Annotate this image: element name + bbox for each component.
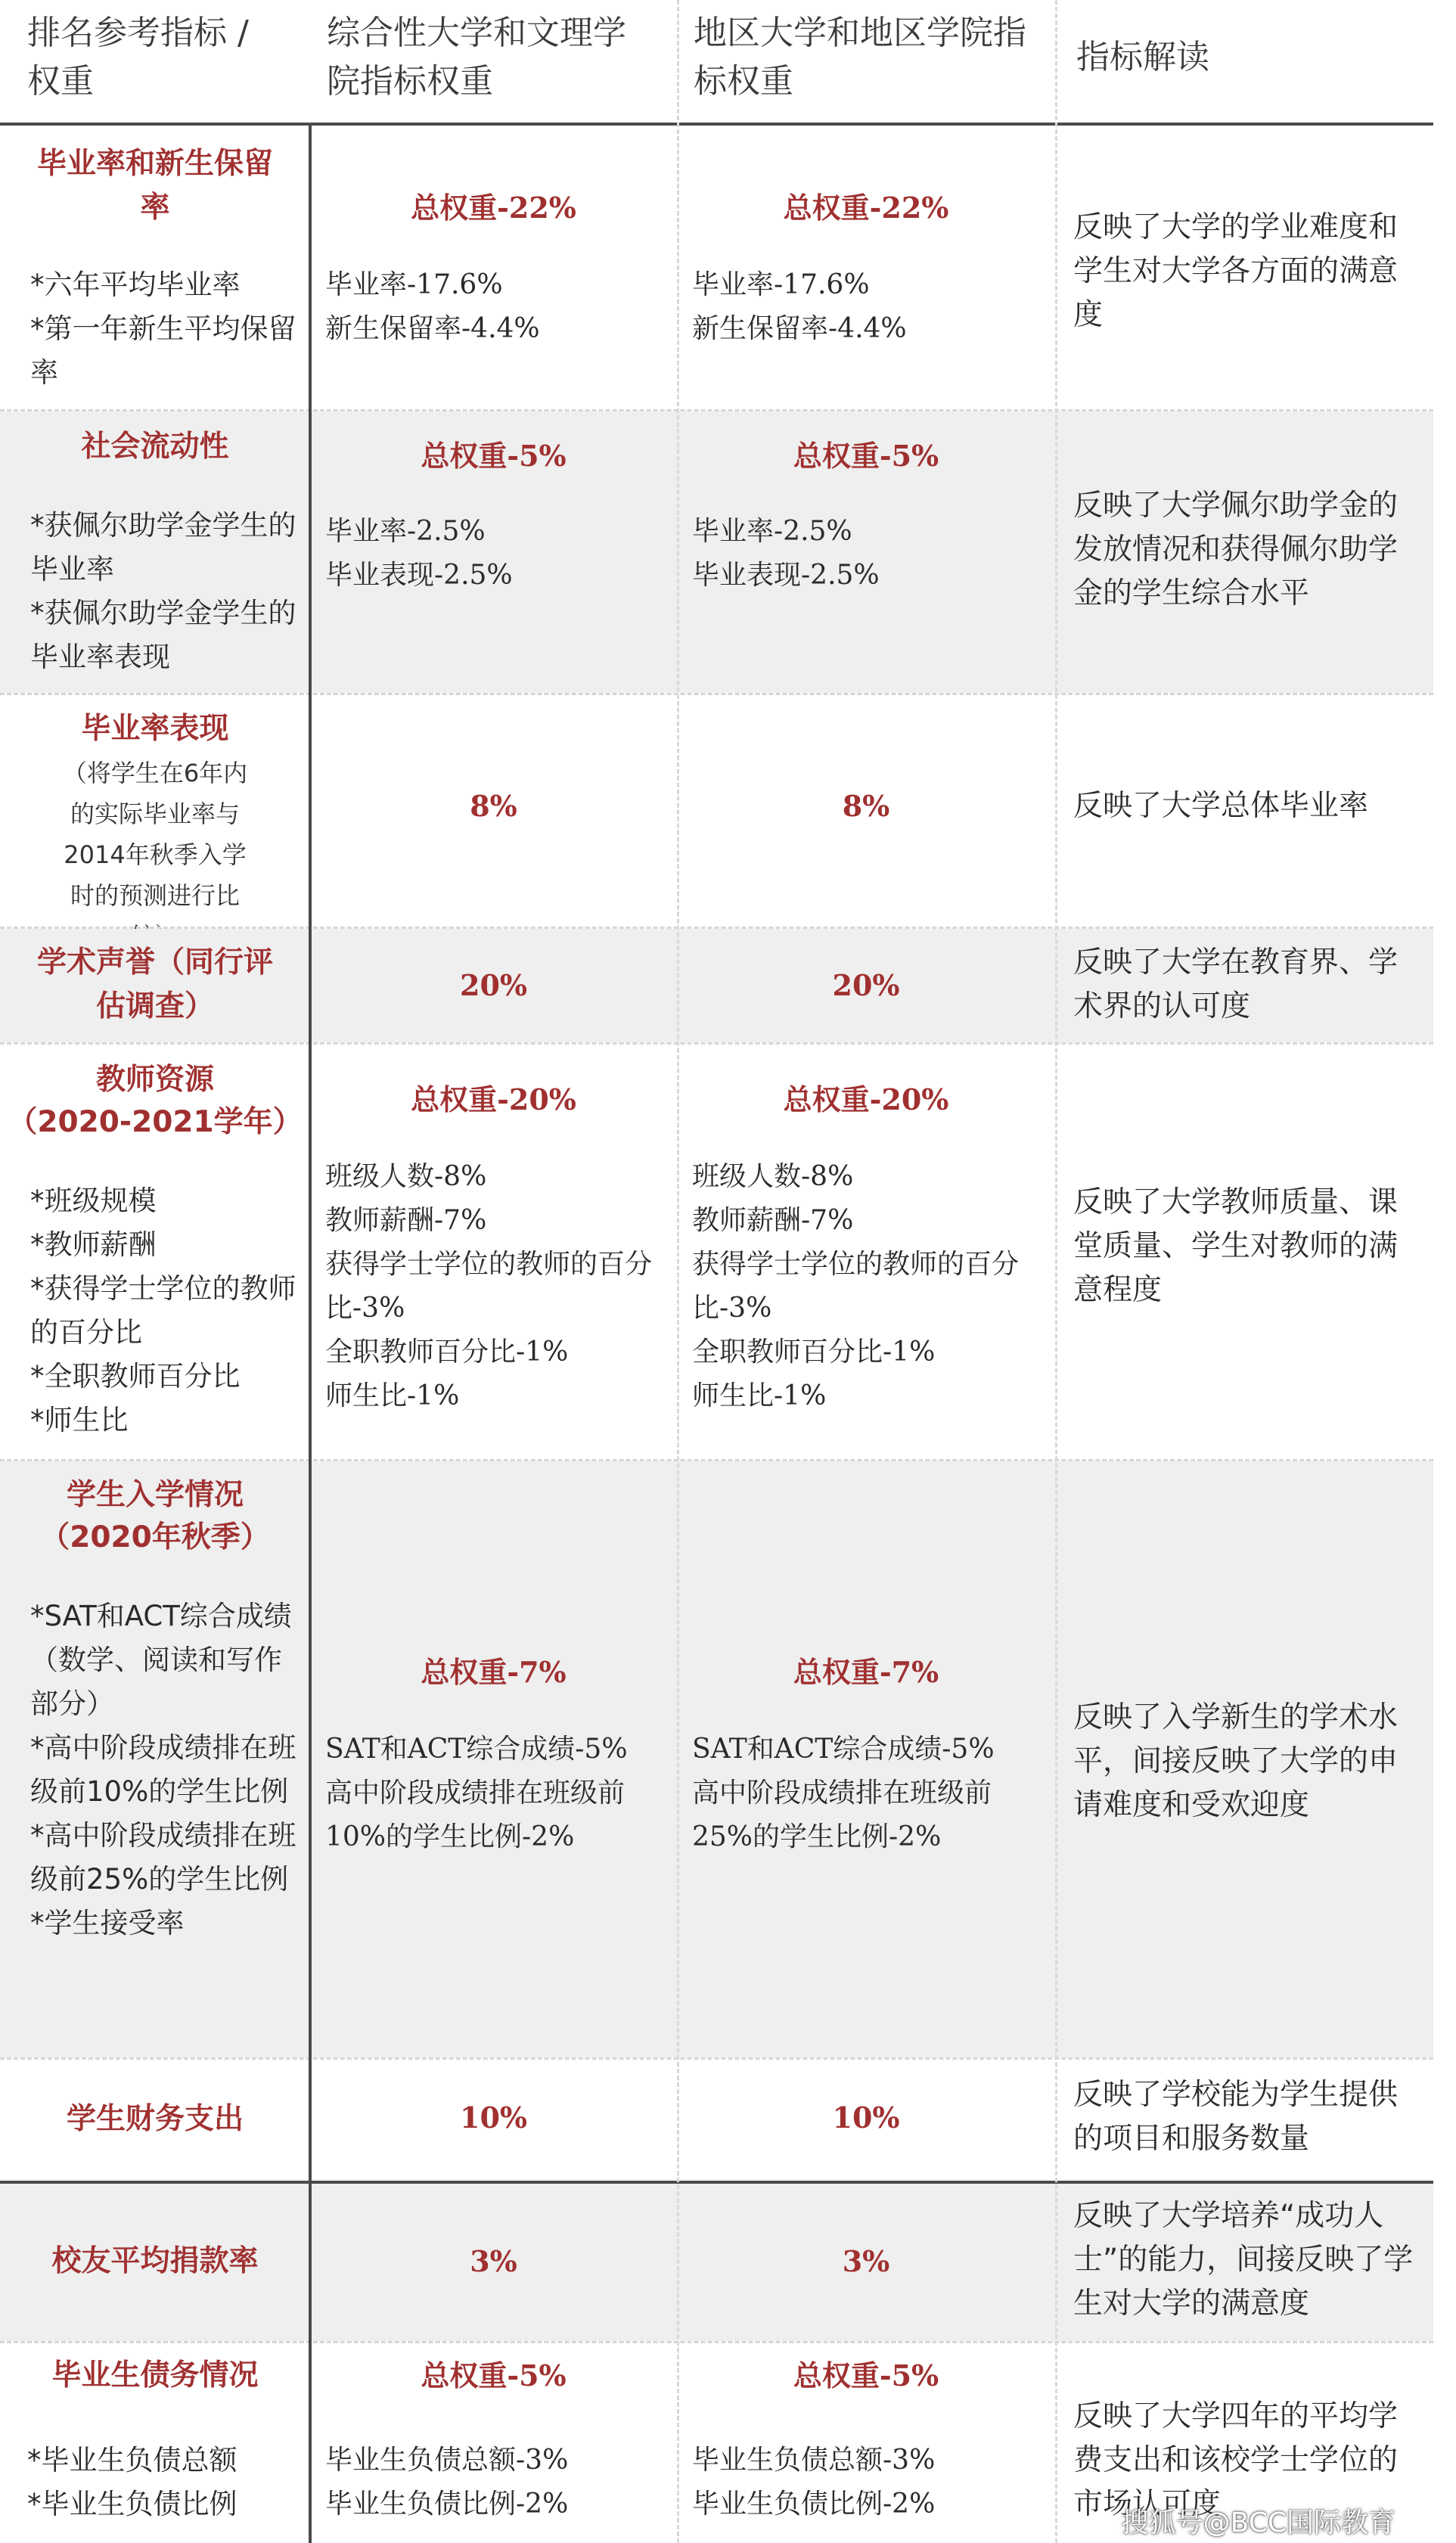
header-col-indicator: 排名参考指标 / 权重	[27, 14, 249, 101]
national-total-weight: 总权重-5%	[421, 2358, 567, 2392]
indicator-bullets: *获佩尔助学金学生的毕业率 *获佩尔助学金学生的毕业率表现	[30, 509, 296, 673]
national-total-weight: 20%	[460, 968, 527, 1002]
regional-weight-details: 毕业生负债总额-3% 毕业生负债比例-2%	[692, 2445, 936, 2520]
indicator-interpretation: 反映了入学新生的学术水平，间接反映了大学的申请难度和受欢迎度	[1073, 1700, 1399, 1822]
indicator-title: 学生入学情况	[66, 1478, 244, 1512]
indicator-note: （将学生在6年内的实际毕业率与2014年秋季入学时的预测进行比	[62, 759, 248, 910]
indicator-interpretation: 反映了大学培养“成功人士”的能力，间接反映了学生对大学的满意度	[1073, 2199, 1414, 2321]
indicator-bullets: *毕业生负债总额 *毕业生负债比例	[27, 2444, 237, 2520]
national-weight-details: SAT和ACT综合成绩-5% 高中阶段成绩排在班级前10%的学生比例-2%	[325, 1734, 628, 1852]
regional-total-weight: 总权重-20%	[783, 1082, 949, 1116]
indicator-bullets: *班级规模 *教师薪酬 *获得学士学位的教师的百分比 *全职教师百分比 *师生比	[30, 1185, 296, 1436]
header-col-regional: 地区大学和地区学院指标权重	[694, 14, 1026, 101]
regional-total-weight: 8%	[842, 789, 890, 823]
table-row	[0, 2184, 1433, 2341]
indicator-interpretation: 反映了大学教师质量、课堂质量、学生对教师的满意程度	[1073, 1185, 1399, 1307]
table-row	[0, 1045, 1433, 1459]
indicator-title: 校友平均捐款率	[51, 2244, 259, 2278]
watermark: 搜狐号@BCC国际教育	[1121, 2507, 1395, 2538]
indicator-bullets: *SAT和ACT综合成绩（数学、阅读和写作部分） *高中阶段成绩排在班级前10%的学生比例 *高中阶段成绩排在班级前25%的学生比例 *学生接受率	[30, 1600, 296, 1939]
regional-total-weight: 总权重-5%	[793, 439, 939, 473]
table-row	[0, 929, 1433, 1042]
regional-total-weight: 总权重-22%	[783, 191, 949, 225]
header-col-national: 综合性大学和文理学院指标权重	[327, 14, 626, 101]
national-total-weight: 总权重-20%	[411, 1082, 576, 1116]
national-total-weight: 总权重-7%	[421, 1655, 567, 1689]
regional-weight-details: 毕业率-17.6% 新生保留率-4.4%	[692, 269, 907, 344]
indicator-subtitle: （2020年秋季）	[40, 1520, 270, 1554]
header-col-interpretation: 指标解读	[1076, 38, 1209, 76]
table-row	[0, 411, 1433, 693]
table-row	[0, 126, 1433, 409]
indicator-interpretation: 反映了大学佩尔助学金的发放情况和获得佩尔助学金的学生综合水平	[1073, 489, 1399, 610]
regional-total-weight: 总权重-5%	[793, 2358, 939, 2392]
indicator-title: 教师资源	[95, 1063, 214, 1097]
regional-total-weight: 总权重-7%	[793, 1655, 939, 1689]
regional-weight-details: 班级人数-8% 教师薪酬-7% 获得学士学位的教师的百分比-3% 全职教师百分比-1% 师生比-1%	[692, 1161, 1020, 1411]
indicator-interpretation: 反映了大学四年的平均学费支出和该校学士学位的市场认可度	[1073, 2399, 1399, 2521]
national-total-weight: 总权重-22%	[411, 191, 576, 225]
indicator-title: 毕业生债务情况	[51, 2358, 259, 2392]
table-row	[0, 2060, 1433, 2181]
national-total-weight: 10%	[460, 2101, 527, 2135]
national-total-weight: 8%	[470, 789, 517, 823]
regional-weight-details: 毕业率-2.5% 毕业表现-2.5%	[692, 516, 880, 591]
national-weight-details: 班级人数-8% 教师薪酬-7% 获得学士学位的教师的百分比-3% 全职教师百分比-1% 师生比-1%	[325, 1161, 653, 1411]
table-row	[0, 1461, 1433, 2057]
national-weight-details: 毕业率-2.5% 毕业表现-2.5%	[325, 516, 513, 591]
table-row	[0, 695, 1433, 927]
regional-total-weight: 3%	[842, 2244, 890, 2278]
indicator-title: 毕业率和新生保留率	[36, 147, 273, 225]
regional-weight-details: SAT和ACT综合成绩-5% 高中阶段成绩排在班级前25%的学生比例-2%	[692, 1734, 995, 1852]
indicator-interpretation: 反映了学校能为学生提供的项目和服务数量	[1073, 2078, 1399, 2156]
national-weight-details: 毕业生负债总额-3% 毕业生负债比例-2%	[325, 2445, 569, 2520]
indicator-interpretation: 反映了大学的学业难度和学生对大学各方面的满意度	[1073, 210, 1399, 332]
indicator-title: 学术声誉（同行评估调查）	[36, 945, 273, 1023]
national-weight-details: 毕业率-17.6% 新生保留率-4.4%	[325, 269, 540, 344]
indicator-title: 社会流动性	[81, 430, 229, 464]
national-total-weight: 总权重-5%	[421, 439, 567, 473]
regional-total-weight: 10%	[832, 2101, 900, 2135]
indicator-interpretation: 反映了大学在教育界、学术界的认可度	[1073, 945, 1399, 1023]
indicator-bullets: *六年平均毕业率 *第一年新生平均保留率	[30, 269, 296, 389]
indicator-title: 毕业率表现	[81, 712, 229, 746]
national-total-weight: 3%	[470, 2244, 517, 2278]
indicator-title: 学生财务支出	[66, 2102, 244, 2136]
indicator-subtitle: （2020-2021学年）	[8, 1105, 303, 1139]
indicator-interpretation: 反映了大学总体毕业率	[1073, 789, 1369, 823]
regional-total-weight: 20%	[832, 968, 900, 1002]
table-header	[0, 0, 1433, 123]
